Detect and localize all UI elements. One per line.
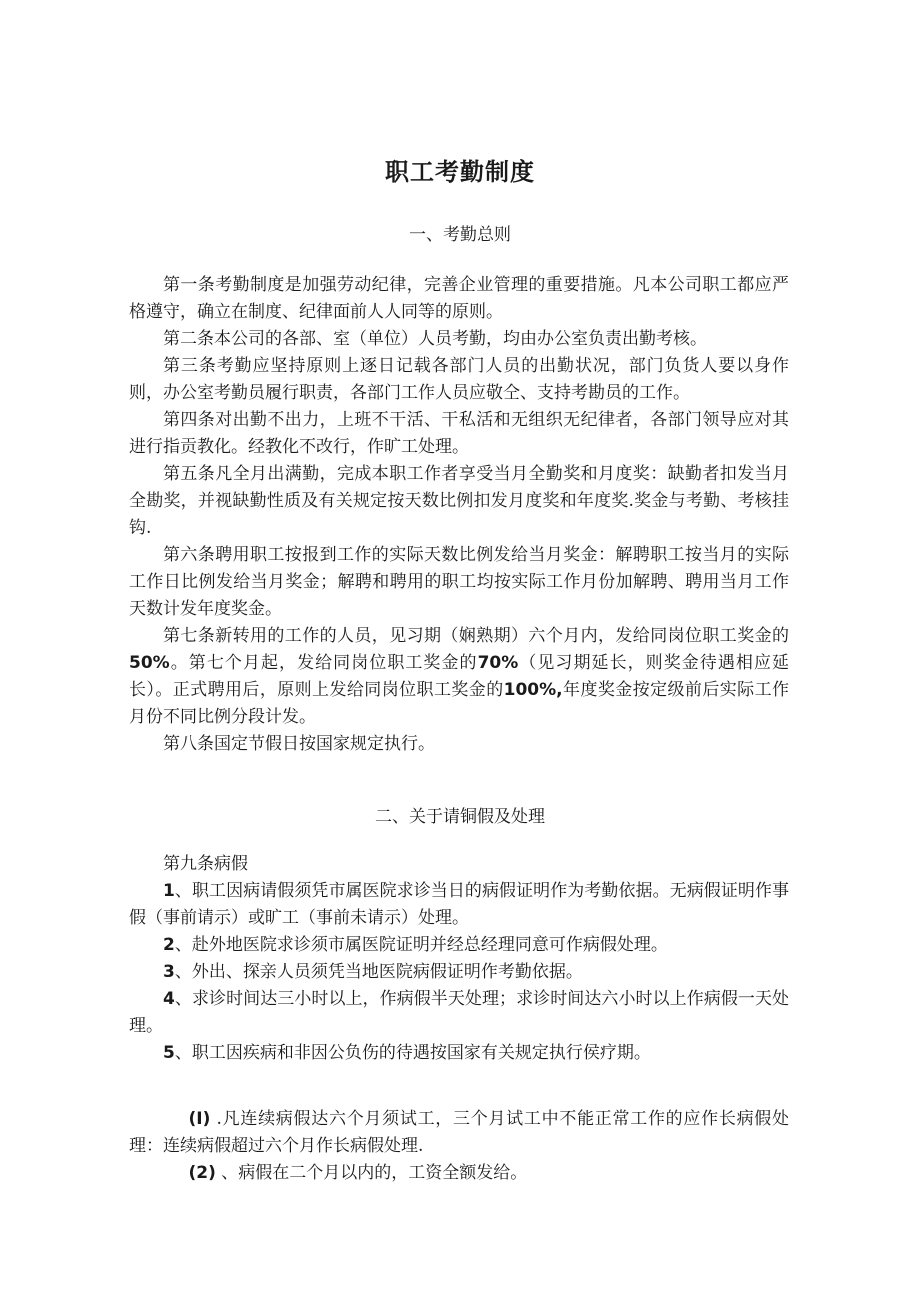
subitem-text: .凡连续病假达六个月须试工，三个月试工中不能正常工作的应作长病假处理：连续病假超过六个月作长病假处理.: [129, 1109, 790, 1156]
section-leave-body: [129, 851, 789, 1067]
item-number: 2: [163, 935, 175, 955]
section-general-body: [129, 272, 789, 758]
article-2: 第二条本公司的各部、室（单位）人员考勤，均由办公室负责出勤考核。: [163, 329, 707, 349]
article-7-part1: 第七条新转用的工作的人员，见习期（娴熟期）六个月内，发给同岗位职工奖金的: [163, 626, 789, 646]
sick-leave-item: [129, 959, 789, 986]
article-7-part4: 年度奖金按定级前后实际工作月份不同比例分段计发。: [129, 680, 790, 727]
subitem-text: 、病假在二个月以内的，工资全额发给。: [221, 1163, 528, 1183]
sick-leave-subitem: [129, 1160, 789, 1187]
sick-leave-item: [129, 986, 789, 1040]
article-7-part3: （见习期延长，则奖金待遇相应延长）。正式聘用后，原则上发给同岗位职工奖金的: [129, 653, 790, 700]
subitem-number: (2): [188, 1163, 216, 1183]
item-number: 5: [163, 1043, 175, 1063]
article-7-pct3: 100%,: [503, 680, 563, 700]
article-7-pct1: 50%: [129, 653, 170, 673]
sick-leave-item: [129, 932, 789, 959]
article-1: 第一条考勤制度是加强劳动纪律，完善企业管理的重要措施。凡本公司职工都应严格遵守，确立在制度、纪律面前人人同等的原则。: [129, 275, 789, 322]
item-text: 、求诊时间达三小时以上，作病假半天处理；求诊时间达六小时以上作病假一天处理。: [129, 989, 789, 1036]
article-7-part2: 。第七个月起，发给同岗位职工奖金的: [169, 653, 478, 673]
item-text: 、职工因疾病和非因公负伤的待遇按国家有关规定执行侯疗期。: [174, 1043, 651, 1063]
item-text: 、职工因病请假须凭市属医院求诊当日的病假证明作为考勤依据。无病假证明作事假（事前请示）或旷工（事前未请示）处理。: [129, 881, 789, 928]
sick-leave-item: [129, 1040, 789, 1067]
item-number: 3: [163, 962, 175, 982]
article-7: [129, 623, 789, 731]
sick-leave-subitems: [129, 1106, 789, 1187]
article-7-pct2: 70%: [477, 653, 519, 673]
subitem-number: (I): [188, 1109, 211, 1129]
document-title: 职工考勤制度: [385, 158, 535, 186]
item-number: 1: [163, 881, 175, 901]
section-heading-general: 一、考勤总则: [409, 225, 511, 245]
article-3: 第三条考勤应坚持原则上逐日记载各部门人员的出勤状况，部门负货人要以身作则，办公室考勤员履行职责，各部门工作人员应敬仝、支持考勘员的工作。: [129, 356, 789, 403]
item-number: 4: [163, 989, 175, 1009]
sick-leave-item: [129, 878, 789, 932]
article-9-title: 第九条病假: [163, 854, 248, 874]
article-5: 第五条凡全月出满勤，完成本职工作者享受当月全勤奖和月度奖：缺勤者扣发当月全勘奖，并视缺勤性质及有关规定按天数比例扣发月度奖和年度奖.奖金与考勤、考核挂钩.: [129, 464, 789, 538]
sick-leave-subitem: [129, 1106, 789, 1160]
article-8: 第八条国定节假日按国家规定执行。: [163, 734, 435, 754]
article-4: 第四条对出勤不出力，上班不干活、干私活和无组织无纪律者，各部门领导应对其进行指贡教化。经教化不改行，作旷工处理。: [129, 410, 789, 457]
article-6: 第六条聘用职工按报到工作的实际天数比例发给当月奖金：解聘职工按当月的实际工作日比例发给当月奖金；解聘和聘用的职工均按实际工作月份加解聘、聘用当月工作天数计发年度奖金。: [129, 545, 789, 619]
item-text: 、外出、探亲人员须凭当地医院病假证明作考勤依据。: [174, 962, 583, 982]
section-heading-leave: 二、关于请铜假及处理: [375, 807, 545, 827]
item-text: 、赴外地医院求诊须市属医院证明并经总经理同意可作病假处理。: [174, 935, 668, 955]
